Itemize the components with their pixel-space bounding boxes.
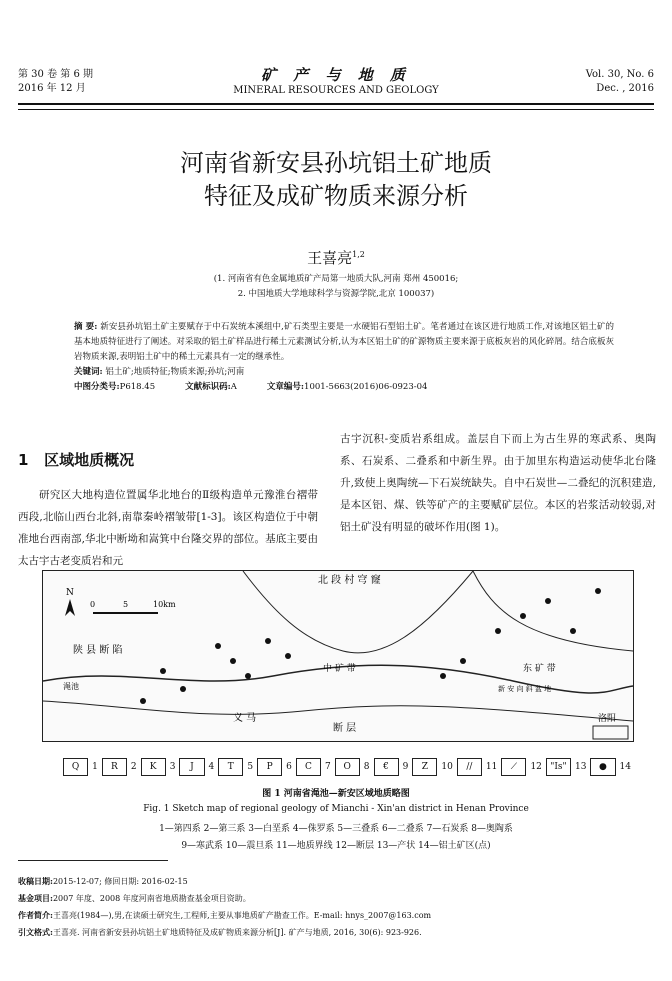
title-line-1: 河南省新安县孙坑铝土矿地质 (180, 149, 492, 177)
legend-box: O (335, 758, 360, 776)
legend-num: 12 (530, 762, 542, 772)
cite-label: 引文格式: (18, 927, 53, 937)
label-east-belt: 东 矿 带 (523, 664, 556, 674)
north-arrow-icon (65, 599, 75, 616)
legend-num: 4 (208, 762, 215, 772)
doc-code-value: A (230, 382, 237, 392)
doc-code-label: 文献标识码: (185, 382, 231, 392)
affiliation-1: (1. 河南省有色金属地质矿产局第一地质大队,河南 郑州 450016; (213, 274, 459, 284)
north-label: N (66, 588, 74, 598)
body-column-left: 研究区大地构造位置属华北地台的Ⅱ级构造单元豫淮台褶带西段,北临山西台北斜,南靠秦岭褶皱带[1-3]。该区构造位于中朝准地台西南部,华北中断坳和嵩箕中台隆交界的部位。基底主要由太古宇古老变质岩和元 (18, 489, 318, 567)
label-xinan-basin: 新 安 向 斜 盆 地 (498, 685, 552, 693)
cite-text: 王喜亮. 河南省新安县孙坑铝土矿地质特征及成矿物质来源分析[J]. 矿产与地质, 2016, 30(6): 923-926. (52, 928, 422, 937)
scale-0: 0 (90, 600, 96, 609)
legend-box: ● (590, 758, 615, 776)
scale-5: 5 (123, 600, 129, 609)
legend-box: T (218, 758, 243, 776)
header-right (586, 68, 654, 96)
legend-num: 8 (363, 762, 370, 772)
footnote-rule (18, 860, 168, 861)
label-dome: 北 段 村 穹 窿 (318, 575, 381, 586)
section-heading (18, 449, 134, 470)
keywords-text: 铝土矿;地质特征;物质来源;孙坑;河南 (105, 367, 245, 377)
received-text: 2015-12-07; 修回日期: 2016-02-15 (52, 877, 188, 886)
legend-box: Q (63, 758, 88, 776)
bio-label: 作者简介: (18, 910, 53, 920)
label-shanxian: 陕 县 断 陷 (73, 645, 123, 656)
body-column-right: 古宇沉积-变质岩系组成。盖层自下而上为古生界的寒武系、奥陶系、石炭系、二叠系和中新生界。由于加里东构造运动使华北台隆升,致使上奥陶统—下石炭统缺失。自中石炭世—二叠纪的沉积建造,是本区铝、煤、铁等矿产的主要赋矿层位。本区的岩浆活动较弱,对铝土矿没有明显的破坏作用(图 1)。 (340, 433, 656, 533)
caption-cn: 图 1 河南省渑池—新安区域地质略图 (262, 789, 410, 799)
volume-issue: 第 30 卷 第 6 期 (18, 69, 93, 80)
boundary-east (473, 571, 633, 651)
luoyang-block (593, 726, 628, 739)
map-legend (63, 756, 631, 778)
affiliations (40, 272, 632, 302)
article-number-label: 文章编号: (266, 382, 305, 392)
abstract-label: 摘 要: (74, 322, 98, 332)
label-yima: 义 马 (233, 713, 257, 724)
legend-num: 13 (574, 762, 587, 772)
legend-num: 9 (402, 762, 409, 772)
legend-box: C (296, 758, 321, 776)
header-rule (18, 103, 654, 105)
legend-num: 1 (92, 762, 98, 772)
journal-title (210, 64, 462, 96)
legend-desc-2: 9—寒武系 10—震旦系 11—地质界线 12—断层 13—产状 14—铝土矿区(点) (181, 841, 491, 851)
affiliation-2: 2. 中国地质大学地球科学与资源学院,北京 100037) (237, 289, 435, 299)
received-label: 收稿日期: (18, 876, 53, 886)
journal-name-en: MINERAL RESOURCES AND GEOLOGY (233, 85, 439, 96)
classification (74, 380, 614, 395)
author-line (40, 247, 632, 268)
author-name: 王喜亮 (307, 249, 353, 267)
fund-text: 2007 年度、2008 年度河南省地质勘查基金项目资助。 (52, 894, 251, 903)
abstract (74, 320, 614, 365)
section-number: 1 (18, 451, 29, 469)
legend-box: R (102, 758, 127, 776)
legend-num: 6 (286, 762, 292, 772)
footnote-fund (18, 890, 658, 907)
label-fault: 断 层 (333, 723, 357, 734)
abstract-block (74, 320, 614, 395)
legend-num: 11 (485, 762, 498, 772)
geology-map (42, 570, 634, 742)
legend-num: 14 (619, 762, 631, 772)
issue-date: 2016 年 12 月 (18, 83, 86, 94)
legend-box: Z (412, 758, 437, 776)
date-en: Dec. , 2016 (596, 83, 654, 94)
legend-num: 3 (169, 762, 176, 772)
legend-box: € (374, 758, 399, 776)
abstract-text: 新安县孙坑铝土矿主要赋存于中石炭统本溪组中,矿石类型主要是一水硬铝石型铝土矿。笔者通过在该区进行地质工作,对该地区铝土矿的基本地质特征进行了阐述。对采取的铝土矿样品进行稀土元素测试分析,认为本区铝土矿的矿源物质主要来源于底板灰岩的风化碎屑。结合底板灰岩物质来源,表明铝土矿中的稀土元素具有一定的继承性。 (74, 322, 615, 362)
header-rule-thin (18, 109, 654, 110)
footnote-cite (18, 924, 658, 941)
legend-box: P (257, 758, 282, 776)
legend-box: ⟋ (501, 758, 526, 776)
volume-en: Vol. 30, No. 6 (585, 69, 654, 80)
label-mianchi: 渑池 (63, 682, 79, 691)
label-luoyang: 洛阳 (598, 714, 617, 724)
section-title: 区域地质概况 (44, 451, 135, 469)
caption-en: Fig. 1 Sketch map of regional geology of Mianchi - Xin'an district in Henan Province (143, 804, 529, 814)
legend-num: 5 (247, 762, 254, 772)
legend-desc-1: 1—第四系 2—第三系 3—白垩系 4—侏罗系 5—三叠系 6—二叠系 7—石炭系 8—奥陶系 (159, 824, 513, 834)
keywords-label: 关键词: (74, 367, 103, 377)
paper-title (40, 147, 632, 213)
label-middle-belt: 中 矿 带 (323, 664, 356, 674)
legend-box: "Is" (546, 758, 571, 776)
bio-text: 王喜亮(1984—),男,在读硕士研究生,工程师,主要从事地质矿产勘查工作。E-mail: hnys_2007@163.com (52, 911, 432, 920)
legend-num: 10 (441, 762, 453, 772)
legend-num: 2 (130, 762, 137, 772)
footnotes (18, 873, 658, 941)
article-number-value: 1001-5663(2016)06-0923-04 (304, 382, 428, 392)
header-left (18, 68, 93, 96)
title-line-2: 特征及成矿物质来源分析 (204, 182, 468, 210)
author-sup: 1,2 (352, 250, 365, 259)
scale-10: 10km (153, 600, 176, 609)
map-drawing (43, 571, 633, 741)
legend-box: K (141, 758, 166, 776)
footnote-received (18, 873, 658, 890)
legend-box: // (457, 758, 482, 776)
fund-label: 基金项目: (18, 893, 53, 903)
class-label: 中图分类号: (74, 382, 120, 392)
class-value: P618.45 (119, 382, 156, 392)
legend-box: J (179, 758, 204, 776)
footnote-bio (18, 907, 658, 924)
boundary-line (43, 701, 633, 721)
legend-num: 7 (324, 762, 331, 772)
keywords (74, 365, 614, 380)
journal-name-cn: 矿 产 与 地 质 (261, 66, 411, 84)
